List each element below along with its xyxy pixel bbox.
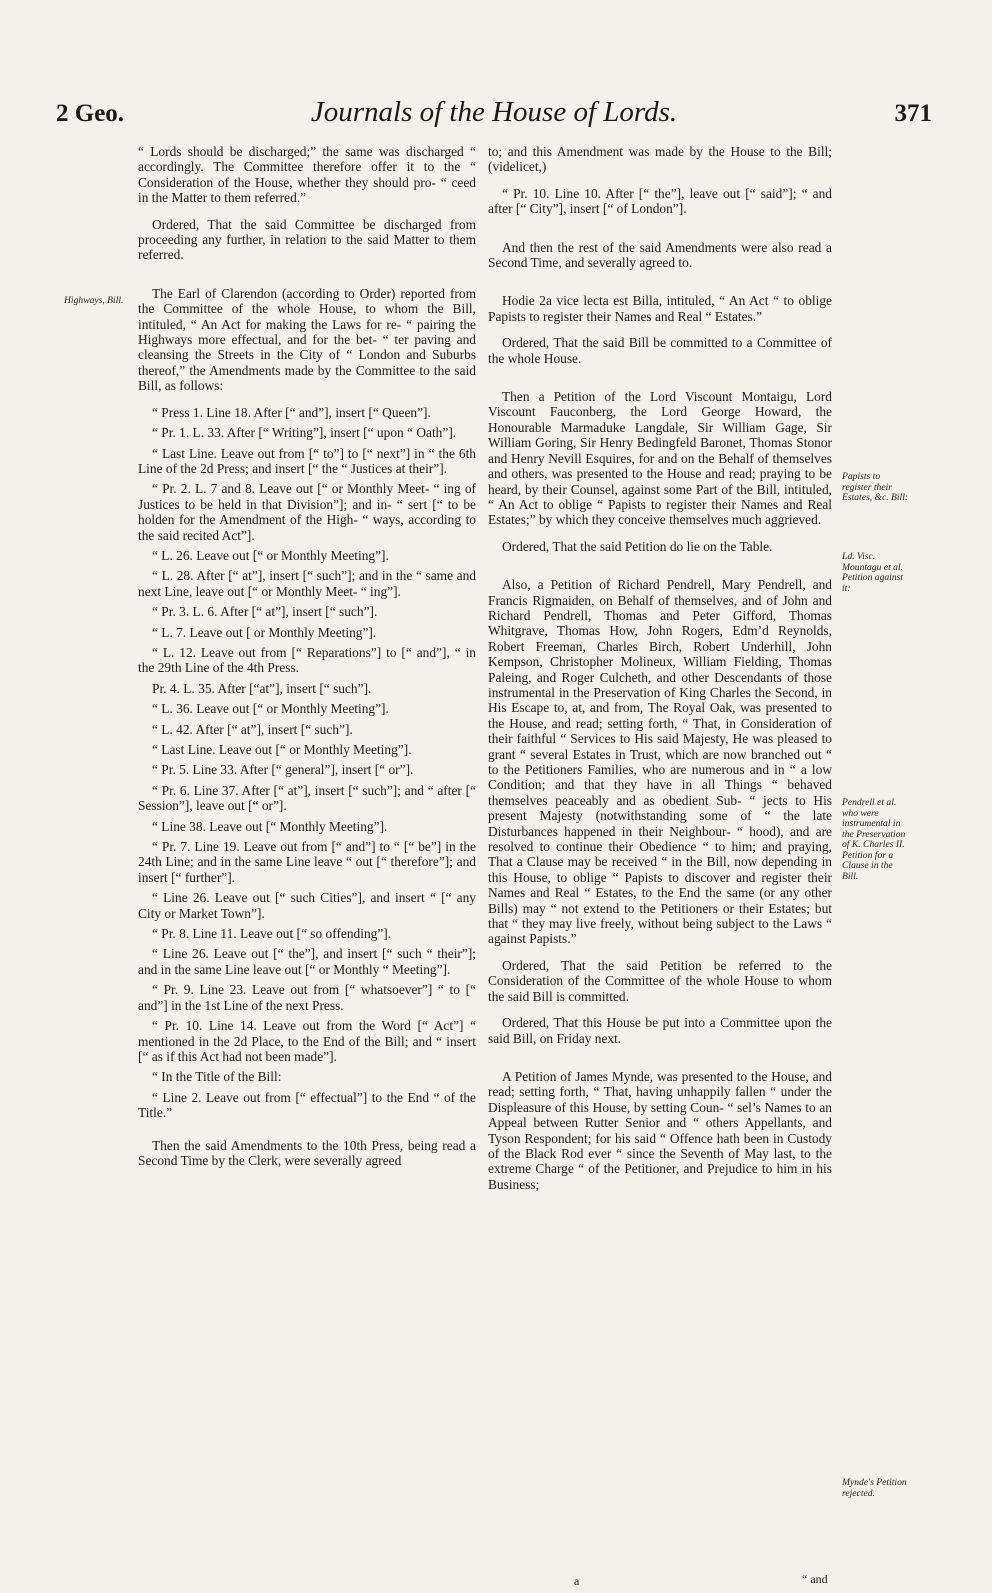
amendment: “ Pr. 5. Line 33. After [“ general”], insert [“ or”]. — [152, 762, 414, 778]
amendment: “ Pr. 1. L. 33. After [“ Writing”], insert [“ upon “ Oath”]. — [152, 425, 457, 441]
right-column — [488, 144, 832, 1203]
petition-paragraph: Then a Petition of the Lord Viscount Montaigu, Lord Viscount Fauconberg, the Lord George Howard, the Honourable Marmaduke Langdale, Sir William Gage, Sir William Goring, Sir Henry Bedingfeld Baronet, Thomas Stonor and Henry Nevill Esquires, for and on the Behalf of themselves and others, was presented to the House and read; praying to be heard, by their Counsel, against some Part of the Bill, intituled, “ An Act to oblige “ Papists to register their Names and Real Estates;” by which they conceive themselves much aggrieved. — [488, 389, 832, 528]
amendment: Pr. 4. L. 35. After [“at”], insert [“ such”]. — [152, 680, 372, 696]
amendment: “ Line 26. Leave out [“ such Cities”], and insert “ [“ any City or Market Town”]. — [138, 890, 476, 921]
amendment: “ Pr. 2. L. 7 and 8. Leave out [“ or Monthly Meet- “ ing of Justices to be held in that Division”]; and in- “ sert [“ to be holden for the Amendment of the High- “ ways, according to the said recited Act”]. — [138, 481, 476, 543]
order-paragraph: Ordered, That the said Committee be discharged from proceeding any further, in relation to the said Matter to them referred. — [138, 216, 476, 263]
amendment: “ L. 12. Leave out from [“ Reparations”] to [“ and”], “ in the 29th Line of the 4th Press. — [138, 644, 476, 676]
report-paragraph: The Earl of Clarendon (according to Order) reported from the Committee of the whole House, to whom the Bill, intituled, “ An Act for making the Laws for re- “ pairing the Highways more effectual, and for the bet- “ ter paving and cleansing the Streets in the City of “ London and Suburbs thereof,” the Amendments made by the Committee to the said Bill, as follows: — [138, 285, 476, 394]
paragraph: to; and this Amendment was made by the House to the Bill; (videlicet,) — [488, 144, 832, 175]
petition-paragraph: A Petition of James Mynde, was presented to the House, and read; setting forth, “ That, having unhappily fallen “ under the Displeasure of this House, by setting Coun- “ sel’s Names to an Appeal between Rutter Senior and “ others Appellants, and Tyson Respondent; for his said “ Offence hath been in Custody of the Black Rod ever “ since the Seventh of May last, to the extreme Charge “ of the Petitioner, and Prejudice to him in his Business; — [488, 1068, 832, 1192]
left-column — [138, 144, 476, 1179]
paragraph: Hodie 2a vice lecta est Billa, intituled, “ An Act “ to oblige Papists to register their Names and Real “ Estates.” — [488, 293, 832, 324]
signature-mark: a — [574, 1574, 580, 1588]
order-paragraph: Ordered, That the said Bill be committed to a Committee of the whole House. — [488, 335, 832, 366]
amendment: “ In the Title of the Bill: — [152, 1069, 282, 1085]
paragraph: “ Lords should be discharged;” the same was discharged “ accordingly. The Committee therefore offer it to the “ Consideration of the House, whether they should pro- “ ceed in the Matter to them referred.” — [138, 144, 476, 206]
paragraph: And then the rest of the said Amendments were also read a Second Time, and severally agreed to. — [488, 239, 832, 271]
order-paragraph: Ordered, That the said Petition be referred to the Consideration of the Committee of the whole House to whom the said Bill is committed. — [488, 957, 832, 1004]
margin-note-papists: Papists to register their Estates, &c. Bill: — [842, 471, 909, 503]
paragraph: Then the said Amendments to the 10th Press, being read a Second Time by the Clerk, were severally agreed — [138, 1137, 476, 1168]
amendment: “ Pr. 8. Line 11. Leave out [“ so offending”]. — [152, 926, 392, 942]
amendment: “ Pr. 10. Line 10. After [“ the”], leave out [“ said”]; “ and after [“ City”], insert [“ of London”]. — [488, 185, 832, 217]
margin-note-highways: Highways, Bill. — [64, 295, 124, 306]
amendment: “ L. 36. Leave out [“ or Monthly Meeting”]. — [152, 701, 389, 717]
amendment: “ Last Line. Leave out from [“ to”] to [“ next”] in “ the 6th Line of the 2d Press; and insert [“ the “ Justices at their”]. — [138, 445, 476, 476]
running-header — [56, 96, 932, 136]
amendment: “ Line 26. Leave out [“ the”], and insert [“ such “ their”]; and in the same Line leave out [“ or Monthly “ Meeting”]. — [138, 946, 476, 977]
amendment: “ Pr. 6. Line 37. After [“ at”], insert [“ such”]; and “ after [“ Session”], leave out [“ or”]. — [138, 782, 476, 814]
amendment: “ L. 28. After [“ at”], insert [“ such”]; and in the “ same and next Line, leave out [“ or Monthly Meet- “ ing”]. — [138, 568, 476, 599]
page-number: 371 — [894, 100, 932, 127]
order-paragraph: Ordered, That this House be put into a Committee upon the said Bill, on Friday next. — [488, 1015, 832, 1046]
amendment: “ Pr. 9. Line 23. Leave out from [“ whatsoever”] “ to [“ and”] in the 1st Line of the next Press. — [138, 982, 476, 1013]
amendment: “ Line 2. Leave out from [“ effectual”] to the End “ of the Title.” — [138, 1089, 476, 1121]
amendment: “ Line 38. Leave out [“ Monthly Meeting”]. — [152, 818, 388, 834]
amendment: “ L. 7. Leave out [ or Monthly Meeting”]. — [152, 624, 377, 640]
amendment: “ Pr. 7. Line 19. Leave out from [“ and”] to “ [“ be”] in the 24th Line; and in the same Line leave “ out [“ therefore”]; and insert [“ further”]. — [138, 839, 476, 885]
amendment: “ Pr. 3. L. 6. After [“ at”], insert [“ such”]. — [152, 604, 378, 620]
journal-title: Journals of the House of Lords. — [310, 96, 678, 128]
margin-note-pendrell: Pendrell et al. who were instrumental in the Preservation of K. Charles II. Petition for a Clause in the Bill. — [842, 797, 906, 882]
amendment: “ Pr. 10. Line 14. Leave out from the Word [“ Act”] “ mentioned in the 2d Place, to the End of the Bill; and “ insert [“ as if this Act had not been made”]. — [138, 1018, 476, 1064]
regnal-year: 2 Geo. — [56, 100, 125, 127]
amendment: “ L. 42. After [“ at”], insert [“ such”]. — [152, 721, 353, 737]
margin-note-montaigu: Ld. Visc. Mountagu et al. Petition against it: — [842, 551, 904, 594]
petition-paragraph: Also, a Petition of Richard Pendrell, Mary Pendrell, and Francis Rigmaiden, on Behalf of themselves, and of John and Richard Pendrell, Thomas and Peter Gifford, Thomas Whitgrave, Thomas How, John Rogers, Edm’d Reynolds, Robert Freeman, Charles Birch, Robert Underhill, John Kempson, Christopher Molineux, William Fielding, Thomas Paleing, and Roger Culcheth, and other Descendants of those instrumental in the Preservation of King Charles the Second, in His Escape to, at, and from, The Royal Oak, was presented to the House, and read; setting forth, “ That, in Consideration of their faithful “ Services to His said Majesty, He was pleased to grant “ several Estates in Trust, which are now branched out “ to the Petitioners Families, who are numerous and in “ a low Condition; and that they have in all Things “ behaved themselves peaceably and as obedient Sub- “ jects to His present Majesty (notwithstanding some of “ the late Disturbances happened in their Neighbour- “ hood), and are resolved to continue their Obedience “ to him; and praying, That a Clause may be received “ in the Bill, now depending in this House, to oblige “ Papists to discover and register their Names and Real “ Estates, to the End the same (or any other Bills) may “ not extend to the Petitioners or their Estates; but that “ they may live freely, without being subject to the Laws “ against Papists.” — [488, 577, 832, 947]
catchword: “ and — [802, 1572, 828, 1586]
margin-note-mynde: Mynde's Petition rejected. — [842, 1477, 907, 1499]
order-paragraph: Ordered, That the said Petition do lie on the Table. — [502, 538, 773, 554]
amendment: “ Last Line. Leave out [“ or Monthly Meeting”]. — [152, 742, 412, 757]
amendment: “ Press 1. Line 18. After [“ and”], insert [“ Queen”]. — [152, 404, 431, 420]
amendment: “ L. 26. Leave out [“ or Monthly Meeting”]. — [152, 547, 389, 563]
